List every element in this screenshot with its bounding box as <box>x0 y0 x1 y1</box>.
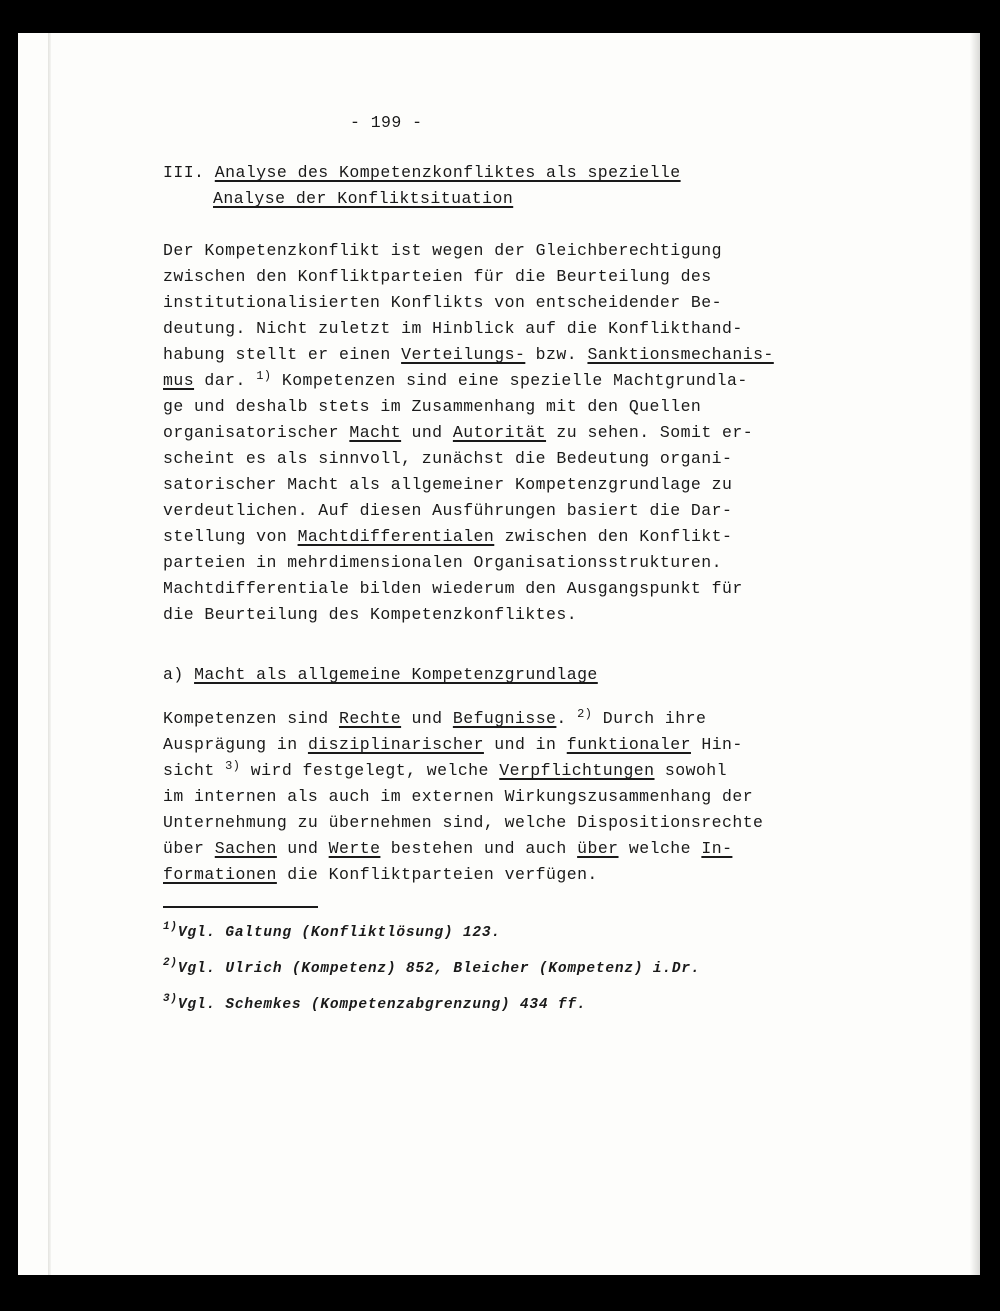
text-run: sowohl <box>654 761 727 780</box>
section-number: III. <box>163 163 205 182</box>
paragraph-line: parteien in mehrdimensionalen Organisationsstrukturen. <box>163 553 722 572</box>
text-run: Ausprägung in <box>163 735 308 754</box>
paragraph-line: verdeutlichen. Auf diesen Ausführungen basiert die Dar- <box>163 501 733 520</box>
text-run: und <box>401 709 453 728</box>
paragraph-line <box>163 345 774 365</box>
text-run: Durch ihre <box>592 709 707 728</box>
paragraph-line: Machtdifferentiale bilden wiederum den Ausgangspunkt für <box>163 579 743 598</box>
underlined-term: Machtdifferentialen <box>297 527 495 546</box>
text-run: habung stellt er einen <box>163 345 402 364</box>
text-run: und <box>276 839 329 858</box>
text-run: bestehen und auch <box>380 839 578 858</box>
underlined-term: formationen <box>163 865 277 884</box>
subsection-prefix: a) <box>163 665 195 684</box>
section-title-line-1: Analyse des Kompetenzkonfliktes als spezielle <box>214 163 681 182</box>
underlined-term: Werte <box>328 839 381 858</box>
footnote-text: Vgl. Ulrich (Kompetenz) 852, Bleicher (Kompetenz) i.Dr. <box>177 961 701 977</box>
text-run: Hin- <box>690 735 743 754</box>
page-number: - 199 - <box>350 113 423 132</box>
text-run: zwischen den Konflikt- <box>494 527 733 546</box>
footnote-3 <box>163 995 586 1015</box>
underlined-term: Verteilungs- <box>401 345 526 364</box>
section-title-line-2: Analyse der Konfliktsituation <box>213 189 514 208</box>
text-run: und in <box>483 735 567 754</box>
text-run: dar. <box>194 371 257 390</box>
underlined-term: Autorität <box>452 423 547 442</box>
paragraph-line: deutung. Nicht zuletzt im Hinblick auf die Konflikthand- <box>163 319 743 338</box>
paragraph-line: institutionalisierten Konflikts von entscheidender Be- <box>163 293 722 312</box>
text-run: wird festgelegt, welche <box>240 761 500 780</box>
text-run: die Konfliktparteien verfügen. <box>276 865 598 884</box>
text-run: und <box>401 423 453 442</box>
footnote-text: Vgl. Schemkes (Kompetenzabgrenzung) 434 ff. <box>177 997 587 1013</box>
paragraph-line: Unternehmung zu übernehmen sind, welche Dispositionsrechte <box>163 813 764 832</box>
underlined-term: Befugnisse <box>452 709 557 728</box>
page-fold <box>48 33 51 1275</box>
section-heading-line-1 <box>163 163 681 183</box>
text-run: welche <box>618 839 702 858</box>
underlined-term: mus <box>163 371 195 390</box>
section-heading-line-2 <box>213 189 513 209</box>
paragraph-line <box>163 865 598 885</box>
text-run: sicht <box>163 761 226 780</box>
paragraph-line <box>163 527 732 547</box>
paragraph-line: scheint es als sinnvoll, zunächst die Bedeutung organi- <box>163 449 733 468</box>
paragraph-line: satorischer Macht als allgemeiner Kompetenzgrundlage zu <box>163 475 733 494</box>
paragraph-line <box>163 761 727 781</box>
footnote-2 <box>163 959 700 979</box>
paragraph-line <box>163 735 743 755</box>
underlined-term: Macht <box>349 423 402 442</box>
page-edge-shadow <box>970 33 980 1275</box>
paragraph-line: Der Kompetenzkonflikt ist wegen der Gleichberechtigung <box>163 241 722 260</box>
footnote-ref-3: 3) <box>225 759 241 773</box>
underlined-term: disziplinarischer <box>307 735 484 754</box>
paragraph-line <box>163 371 748 391</box>
underlined-term: Sanktionsmechanis- <box>587 345 774 364</box>
paragraph-line <box>163 709 706 729</box>
underlined-term: Rechte <box>338 709 402 728</box>
subsection-title: Macht als allgemeine Kompetenzgrundlage <box>194 665 598 684</box>
footnote-ref-2: 2) <box>577 707 593 721</box>
underlined-term: über <box>577 839 619 858</box>
paragraph-line: die Beurteilung des Kompetenzkonfliktes. <box>163 605 578 624</box>
text-run: bzw. <box>525 345 588 364</box>
footnote-text: Vgl. Galtung (Konfliktlösung) 123. <box>177 925 501 941</box>
paragraph-line: im internen als auch im externen Wirkungszusammenhang der <box>163 787 754 806</box>
paragraph-line <box>163 423 753 443</box>
text-run: zu sehen. Somit er- <box>546 423 754 442</box>
text-run: Kompetenzen sind eine spezielle Machtgrundla- <box>271 371 748 390</box>
subsection-heading <box>163 665 598 685</box>
footnote-mark: 2) <box>163 957 178 969</box>
paragraph-line: zwischen den Konfliktparteien für die Beurteilung des <box>163 267 712 286</box>
text-run: stellung von <box>163 527 298 546</box>
underlined-term: Sachen <box>214 839 277 858</box>
footnote-separator <box>163 906 318 908</box>
text-run: . <box>556 709 578 728</box>
paragraph-line: ge und deshalb stets im Zusammenhang mit den Quellen <box>163 397 702 416</box>
underlined-term: Verpflichtungen <box>499 761 655 780</box>
footnote-1 <box>163 923 501 943</box>
text-run: Kompetenzen sind <box>163 709 339 728</box>
paragraph-line <box>163 839 732 859</box>
document-page <box>18 33 980 1275</box>
underlined-term: In- <box>701 839 733 858</box>
footnote-mark: 1) <box>163 921 178 933</box>
text-run: über <box>163 839 215 858</box>
text-run: organisatorischer <box>163 423 350 442</box>
underlined-term: funktionaler <box>566 735 691 754</box>
footnote-ref-1: 1) <box>256 369 272 383</box>
footnote-mark: 3) <box>163 993 178 1005</box>
